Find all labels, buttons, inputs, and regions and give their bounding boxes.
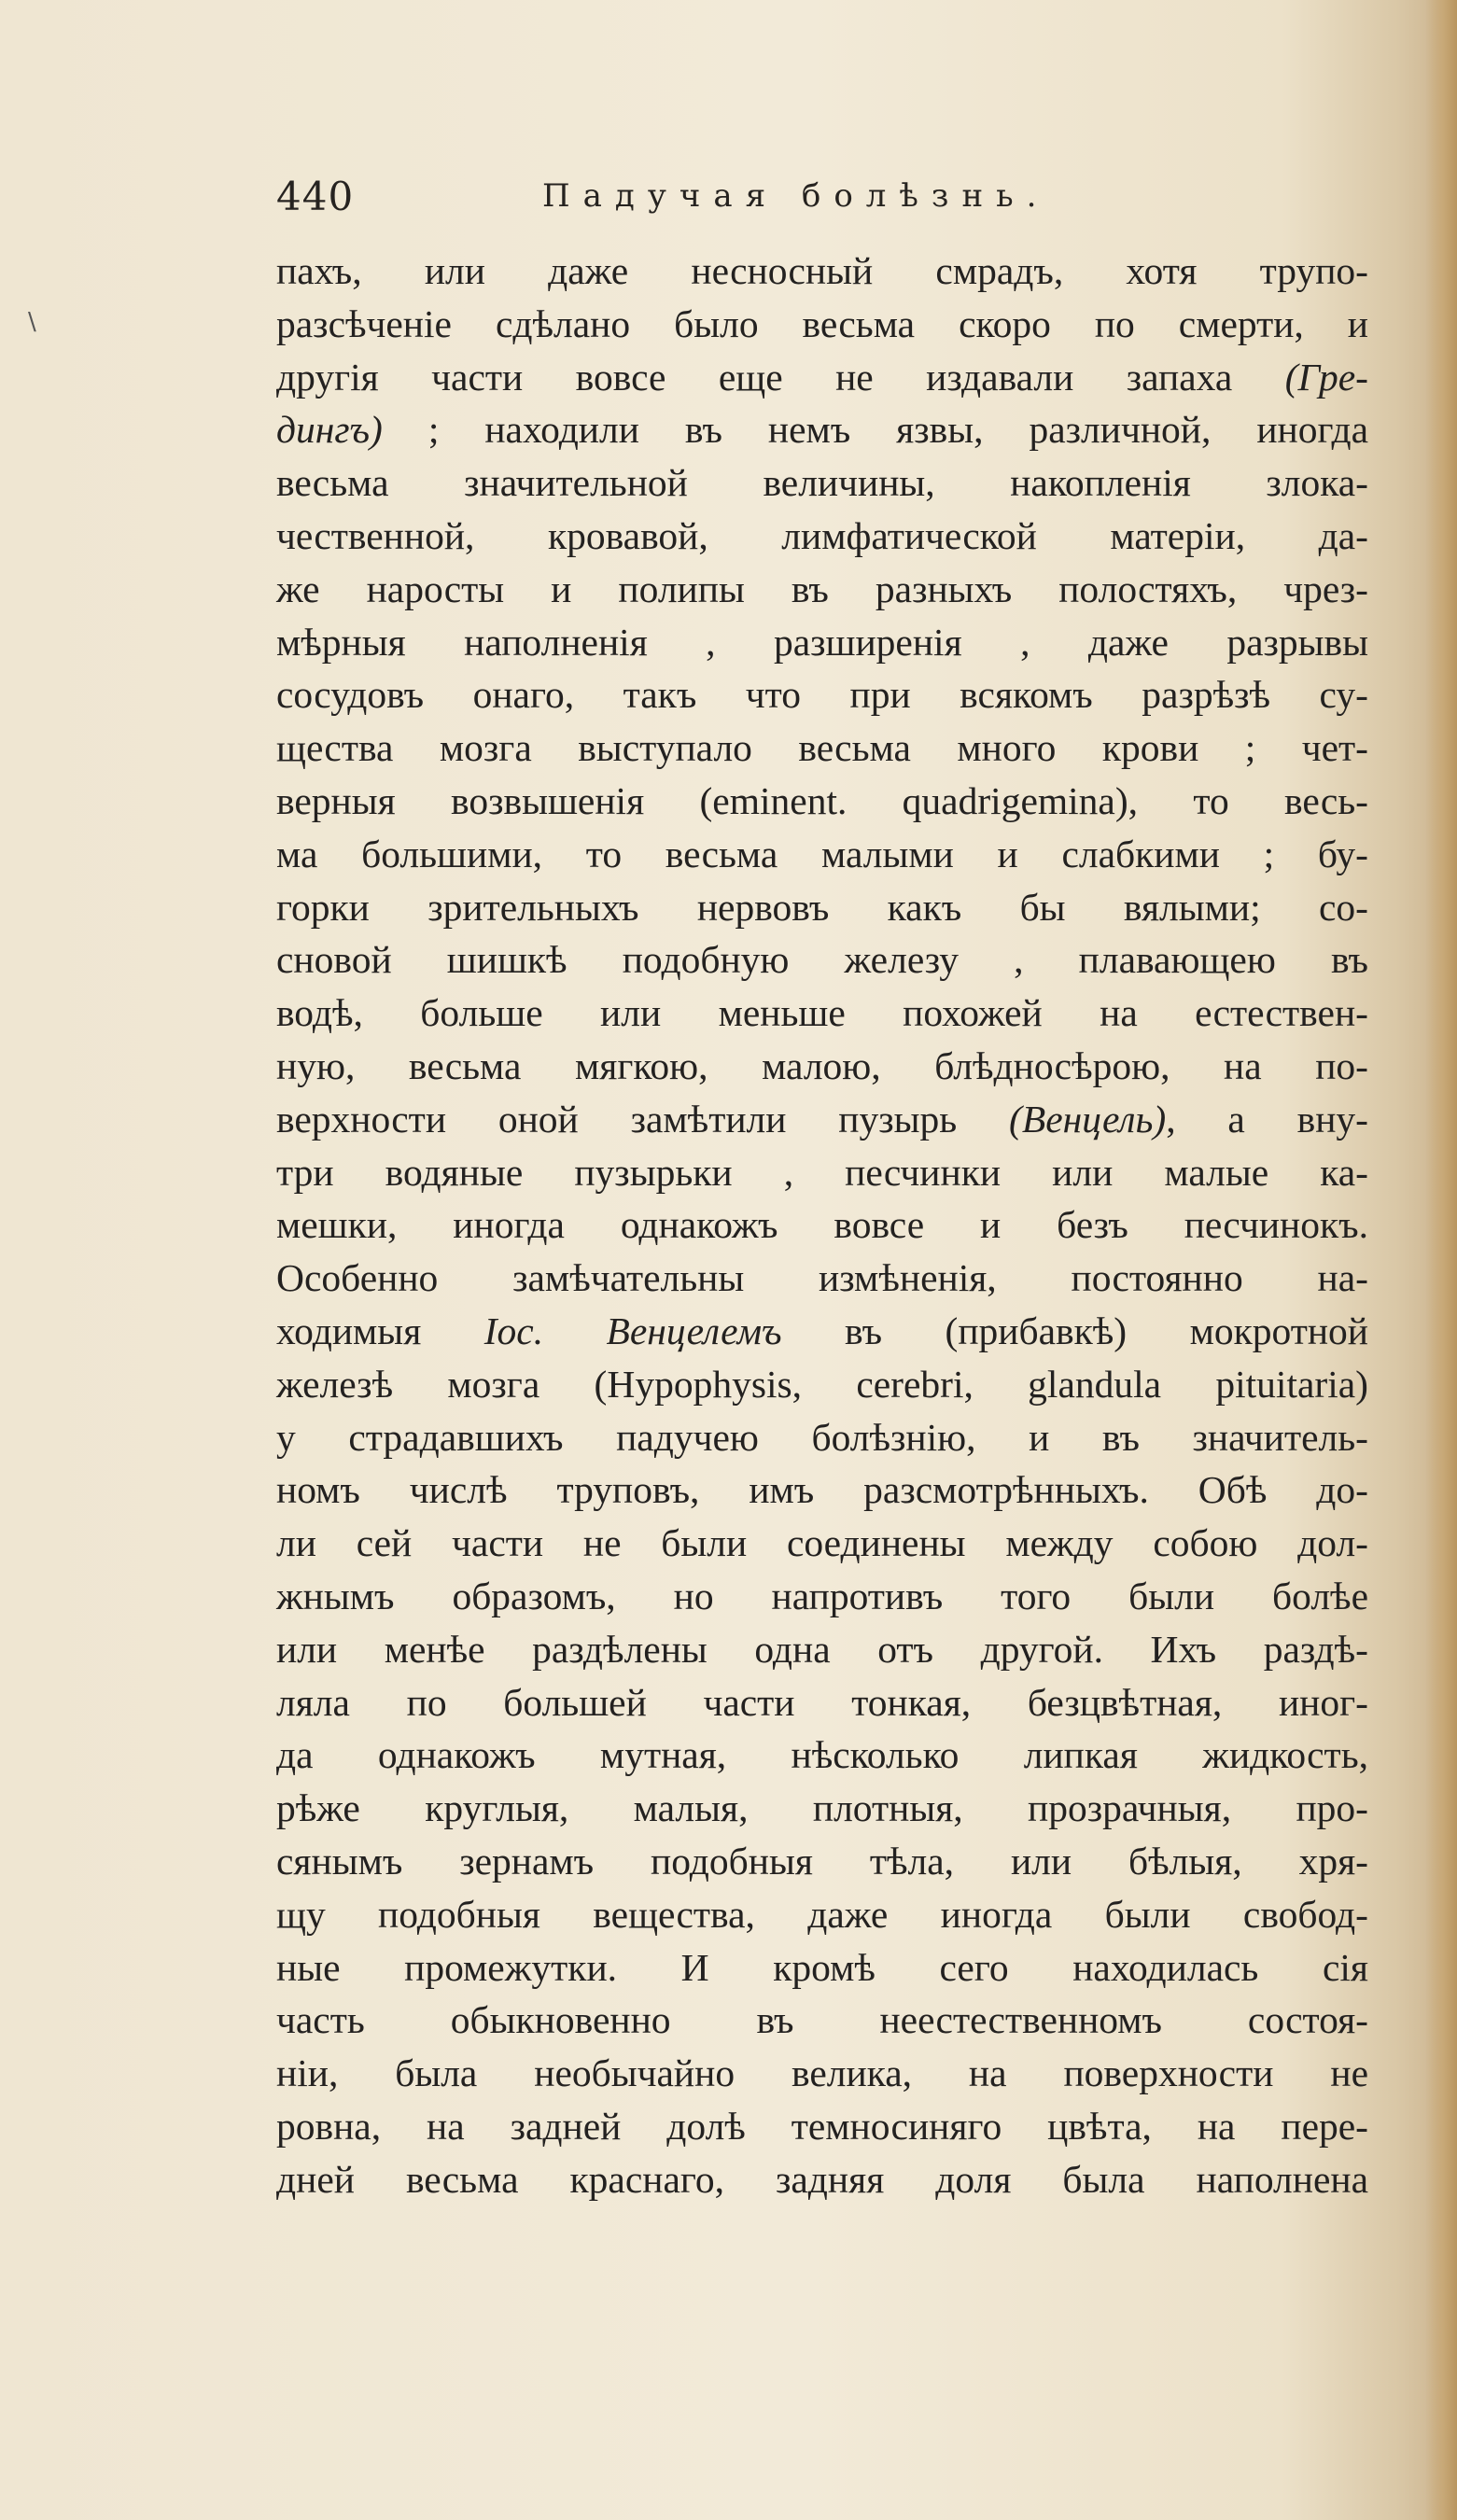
text-line: три водяные пузырьки , песчинки или малые ка-	[276, 1150, 1368, 1194]
text-line: сянымъ зернамъ подобныя тѣла, или бѣлыя, хря-	[276, 1839, 1368, 1883]
text-line: ли сей части не были соединены между собою дол-	[276, 1521, 1368, 1565]
text-line: верхности оной замѣтили пузырь (Венцель), а вну-	[276, 1097, 1369, 1141]
text-line: да однакожъ мутная, нѣсколько липкая жидкость,	[276, 1733, 1368, 1777]
text-line: часть обыкновенно въ неестественномъ состоя-	[276, 1998, 1368, 2042]
text-line: ніи, была необычайно велика, на поверхности не	[276, 2051, 1368, 2095]
text-line: верныя возвышенія (eminent. quadrigemina), то весь-	[276, 778, 1368, 822]
page-edge-shadow	[1425, 0, 1457, 2520]
text-line: рѣже круглыя, малыя, плотныя, прозрачныя, про-	[276, 1786, 1368, 1830]
text-line: у страдавшихъ падучею болѣзнію, и въ значитель-	[276, 1415, 1368, 1459]
running-head	[276, 164, 1368, 230]
text-line: другія части вовсе еще не издавали запаха (Гре-	[276, 355, 1368, 399]
text-line: щества мозга выступало весьма много крови ; чет-	[276, 726, 1368, 770]
text-line: сосудовъ онаго, такъ что при всякомъ разрѣзѣ су-	[276, 673, 1368, 717]
text-line: водѣ, больше или меньше похожей на естествен-	[276, 991, 1368, 1035]
text-line: ма большими, то весьма малыми и слабкими ; бу-	[276, 832, 1368, 875]
page-number: 440	[276, 174, 355, 219]
text-line: ровна, на задней долѣ темносиняго цвѣта, на пере-	[276, 2104, 1368, 2148]
text-line: дингъ) ; находили въ немъ язвы, различной, иногда	[276, 408, 1368, 452]
text-line: горки зрительныхъ нервовъ какъ бы вялыми; со-	[276, 885, 1368, 929]
running-title: Падучая болѣзнь.	[542, 177, 1050, 215]
text-line: дней весьма краснаго, задняя доля была наполнена	[276, 2157, 1368, 2201]
text-line: железѣ мозга (Hypophysis, cerebri, glandula pituitaria)	[276, 1362, 1368, 1406]
text-line: же наросты и полипы въ разныхъ полостяхъ, чрез-	[276, 567, 1368, 610]
text-line: мешки, иногда однакожъ вовсе и безъ песчинокъ.	[276, 1203, 1368, 1247]
body-text	[276, 245, 1368, 2205]
text-line: чественной, кровавой, лимфатической матеріи, да-	[276, 513, 1368, 557]
text-line: разсѣченіе сдѣлано было весьма скоро по смерти, и	[276, 301, 1368, 345]
text-line: ную, весьма мягкою, малою, блѣдносѣрою, на по-	[276, 1043, 1368, 1087]
text-line: щу подобныя вещества, даже иногда были свобод-	[276, 1892, 1368, 1936]
text-line: ходимыя Іос. Венцелемъ въ (прибавкѣ) мокротной	[276, 1309, 1368, 1352]
text-line: или менѣе раздѣлены одна отъ другой. Ихъ раздѣ-	[276, 1627, 1368, 1671]
text-line: номъ числѣ труповъ, имъ разсмотрѣнныхъ. Обѣ до-	[276, 1468, 1368, 1512]
text-line: пахъ, или даже несносный смрадъ, хотя трупо-	[276, 249, 1368, 292]
text-line: жнымъ образомъ, но напротивъ того были болѣе	[276, 1574, 1368, 1617]
margin-mark: \	[28, 308, 36, 336]
text-line: весьма значительной величины, накопленія злока-	[276, 461, 1368, 505]
text-line: ляла по большей части тонкая, безцвѣтная, иног-	[276, 1680, 1368, 1724]
text-line: сновой шишкѣ подобную железу , плавающею въ	[276, 938, 1368, 982]
text-line: ные промежутки. И кромѣ сего находилась сія	[276, 1945, 1368, 1989]
text-line: Особенно замѣчательны измѣненія, постоянно на-	[276, 1256, 1368, 1300]
text-line: мѣрныя наполненія , разширенія , даже разрывы	[276, 620, 1368, 664]
